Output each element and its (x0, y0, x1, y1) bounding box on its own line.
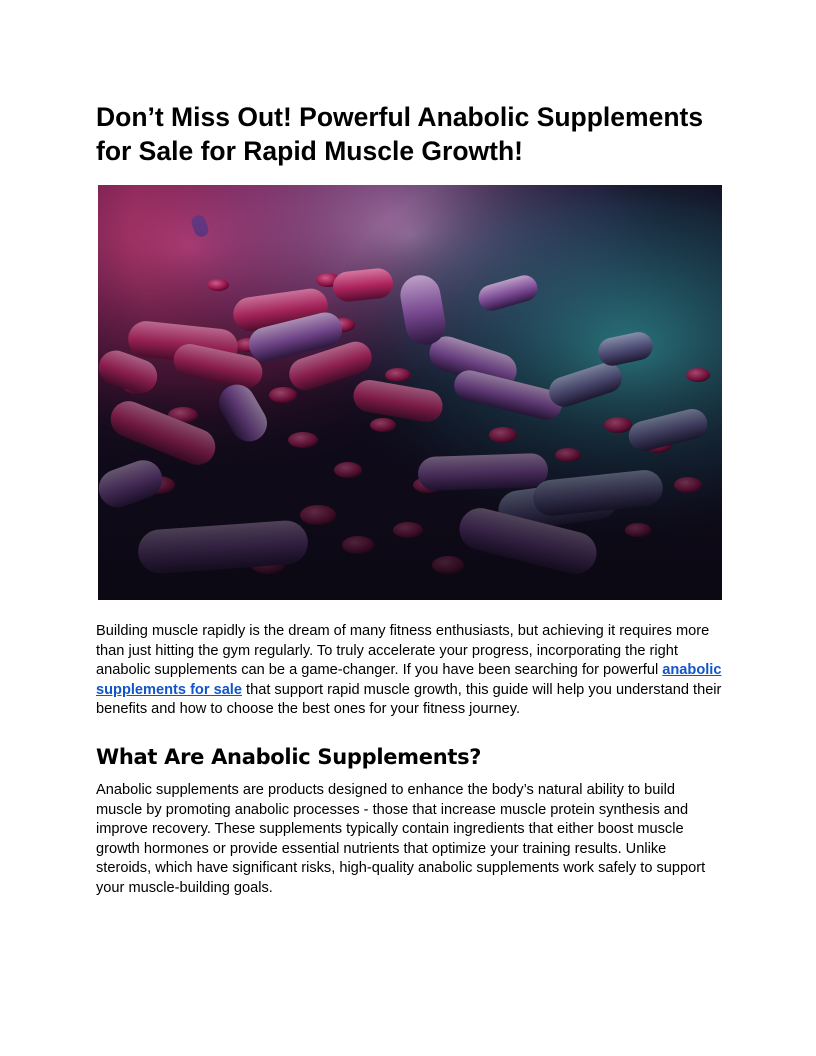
capsules-image (98, 185, 722, 600)
anabolic-supplements-link[interactable]: anabolic supplements for sale (96, 662, 722, 698)
article-title: Don’t Miss Out! Powerful Anabolic Supplements for Sale for Rapid Muscle Growth! (96, 102, 704, 166)
intro-text-after: that support rapid muscle growth, this guide will help you understand their benefits and how to choose the best ones for your fitness journey. (96, 681, 722, 717)
intro-text-before: Building muscle rapidly is the dream of many fitness enthusiasts, but achieving it requires more than just hitting the gym regularly. To truly accelerate your progress, incorporating the right anabolic supplements can be a game-changer. If you have been searching for powerful (96, 623, 710, 678)
intro-paragraph (96, 622, 722, 720)
section-heading: What Are Anabolic Supplements? (96, 745, 482, 769)
section-paragraph: Anabolic supplements are products designed to enhance the body’s natural ability to build muscle by promoting anabolic processes - those that increase muscle protein synthesis and improve recovery. These supplements typically contain ingredients that either boost muscle growth hormones or provide essential nutrients that optimize your training results. Unlike steroids, which have significant risks, high-quality anabolic supplements work safely to support your muscle-building goals. (96, 782, 706, 896)
